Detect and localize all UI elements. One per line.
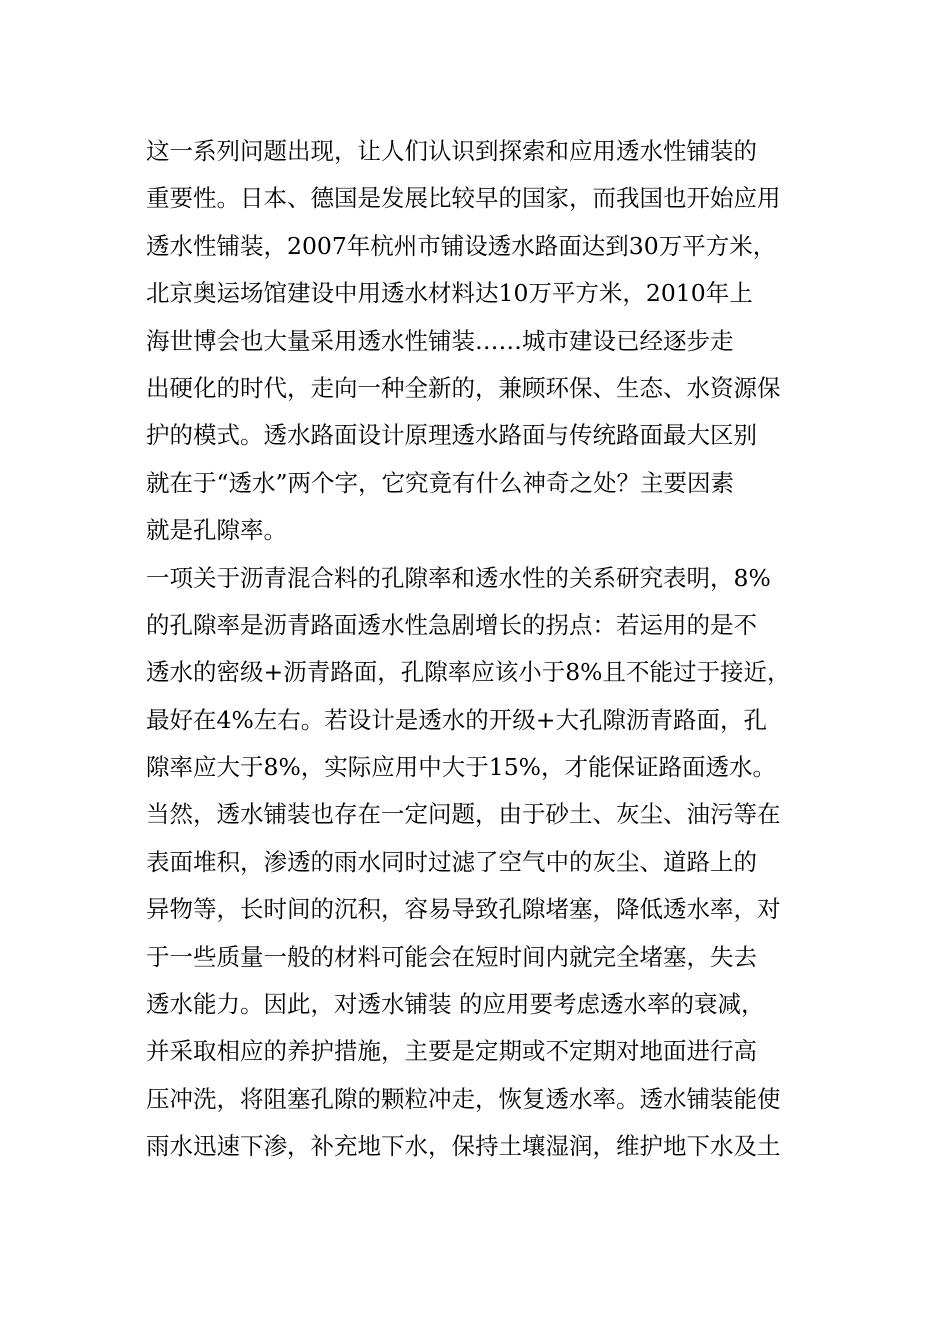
text-line: 出硬化的时代，走向一种全新的，兼顾环保、生态、水资源保 — [146, 373, 781, 402]
text-line: 表面堆积，渗透的雨水同时过滤了空气中的灰尘、道路上的 — [146, 847, 757, 876]
body-text — [146, 128, 836, 1171]
text-line: 就是孔隙率。 — [146, 516, 287, 545]
text-line: 当然，透水铺装也存在一定问题，由于砂土、灰尘、油污等在 — [146, 800, 781, 829]
text-line: 海世博会也大量采用透水性铺装……城市建设已经逐步走 — [146, 326, 734, 355]
text-line: 透水性铺装，2007年杭州市铺设透水路面达到30万平方米， — [146, 231, 777, 260]
text-line: 北京奥运场馆建设中用透水材料达10万平方米，2010年上 — [146, 279, 753, 308]
text-line: 透水的密级+沥青路面，孔隙率应该小于8%且不能过于接近， — [146, 658, 791, 687]
text-line: 并采取相应的养护措施，主要是定期或不定期对地面进行高 — [146, 1037, 757, 1066]
text-line: 最好在4%左右。若设计是透水的开级+大孔隙沥青路面，孔 — [146, 705, 767, 734]
text-line: 就在于“透水”两个字，它究竟有什么神奇之处？主要因素 — [146, 468, 735, 497]
text-line: 隙率应大于8%，实际应用中大于15%，才能保证路面透水。 — [146, 753, 777, 782]
text-line: 的孔隙率是沥青路面透水性急剧增长的拐点：若运用的是不 — [146, 610, 757, 639]
text-line: 护的模式。透水路面设计原理透水路面与传统路面最大区别 — [146, 421, 757, 450]
text-line: 重要性。日本、德国是发展比较早的国家，而我国也开始应用 — [146, 184, 781, 213]
text-line: 透水能力。因此，对透水铺装 的应用要考虑透水率的衰减， — [146, 990, 765, 1019]
text-line: 压冲洗，将阻塞孔隙的颗粒冲走，恢复透水率。透水铺装能使 — [146, 1084, 781, 1113]
text-line: 异物等，长时间的沉积，容易导致孔隙堵塞，降低透水率，对 — [146, 895, 781, 924]
text-line: 于一些质量一般的材料可能会在短时间内就完全堵塞，失去 — [146, 942, 757, 971]
text-line: 雨水迅速下渗，补充地下水，保持土壤湿润，维护地下水及土 — [146, 1132, 781, 1161]
text-line: 一项关于沥青混合料的孔隙率和透水性的关系研究表明，8% — [146, 563, 771, 592]
text-line: 这一系列问题出现，让人们认识到探索和应用透水性铺装的 — [146, 137, 757, 165]
